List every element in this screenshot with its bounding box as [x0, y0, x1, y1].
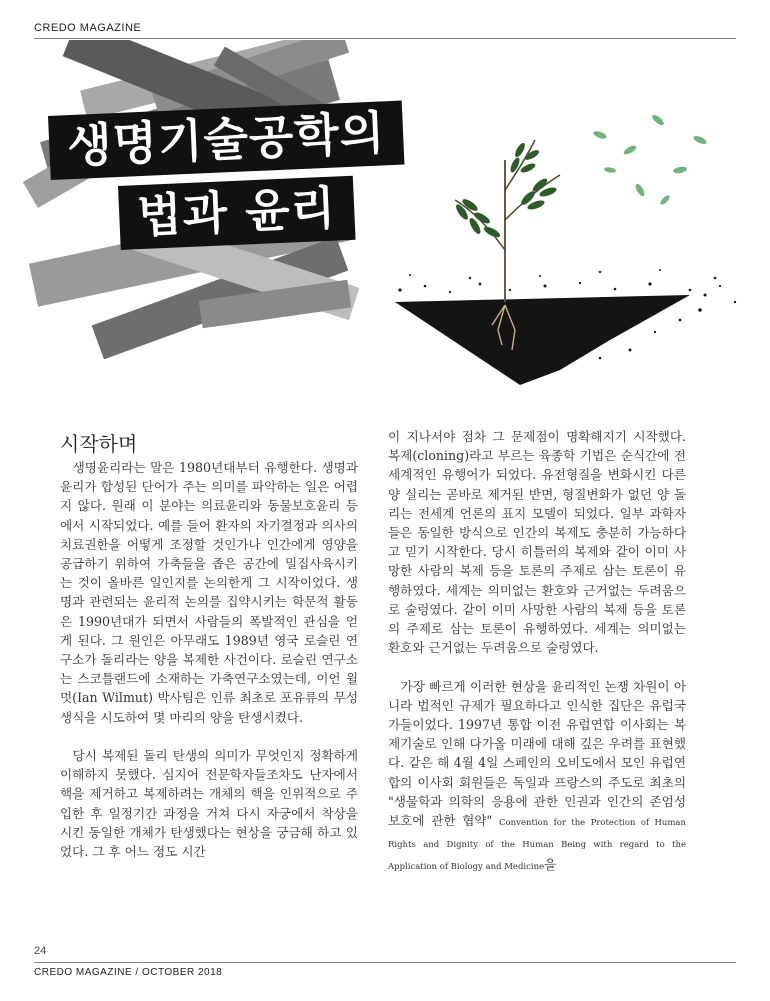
header-divider [34, 38, 736, 39]
magazine-header: CREDO MAGAZINE [34, 22, 142, 34]
footer-divider [34, 962, 736, 963]
section-heading: 시작하며 [60, 432, 138, 456]
convention-english-name: Convention for the Protection of Human Rights and Dignity of the Human Being with regard to the Application of Biology and Medicine [388, 818, 686, 873]
hero-graphic [0, 40, 770, 410]
right-column [388, 427, 686, 878]
article-title-line1: 생명기술공학의 [48, 101, 405, 180]
magazine-footer: CREDO MAGAZINE / OCTOBER 2018 [34, 967, 223, 978]
soil-plant-image [395, 113, 736, 385]
article-title-line2: 법과 윤리 [118, 176, 355, 250]
body-paragraph: 생명윤리라는 말은 1980년대부터 유행한다. 생명과 윤리가 합성된 단어가 주는 의미를 파악하는 일은 어렵지 않다. 원래 이 분야는 의료윤리와 동물보호윤리 등에서 시작되었다. 예를 들어 환자의 자기결정과 의사의 치료권한을 어떻게 조정할 것인가나 인간에게 영양을 공급하기 위하여 가축들을 좁은 공간에 밀집사육시키는 것이 올바른 일인지를 논의한게 그 시작이었다. 생명과 관련되는 윤리적 논의를 집약시키는 학문적 활동은 1990년대가 되면서 사람들의 폭발적인 관심을 얻게 된다. 그 원인은 아무래도 1989년 영국 로슬린 연구소가 돌리라는 양을 복제한 사건이다. 로슬린 연구소는 스코틀랜드에 소재하는 가축연구소였는데, 이언 윌멋(Ian Wilmut) 박사팀은 인류 최초로 포유류의 무성생식을 시도하여 몇 마리의 양을 탄생시켰다. [60, 460, 358, 725]
page-number: 24 [34, 945, 47, 957]
body-paragraph: 이 지나서야 점차 그 문제점이 명확해지기 시작했다. 복제(cloning)라고 부르는 육종학 기법은 순식간에 전세계적인 유행어가 되었다. 유전형질을 변화시킨 다른 양 실리는 곧바로 제거된 반면, 형질변화가 없던 양 돌리는 전세계 언론의 표지 모델이 되었다. 일부 과학자들은 동일한 방식으로 인간의 복제도 충분히 가능하다고 믿기 시작한다. 당시 히틀러의 복제와 같이 이미 사망한 사람의 복제 등을 토론의 주제로 삼는 토론이 유행하였다. 세계는 의미없는 환호와 근거없는 두려움으로 술렁였다. 같이 이미 사망한 사람의 복제 등을 토론의 주제로 삼는 토론이 유행하였다. 세계는 의미없는 환호와 근거없는 두려움으로 술렁였다. [388, 429, 686, 656]
body-paragraph-text: 가장 빠르게 이러한 현상을 윤리적인 논쟁 차원이 아니라 법적인 규제가 필요하다고 인식한 집단은 유럽국가들이었다. 1997년 통합 이전 유럽연합 이사회는 복제기술로 인해 다가올 미래에 대해 깊은 우려를 표현했다. 같은 해 4월 4일 스페인의 오비도에서 모인 유럽연합의 이사회 회원들은 독일과 프랑스의 주도로 최초의 "생물학과 의학의 응용에 관한 인권과 인간의 존엄성 보호에 관한 협약" [388, 678, 686, 829]
left-column [60, 458, 358, 861]
convention-suffix: 을 [544, 857, 557, 873]
body-paragraph [388, 677, 686, 878]
body-paragraph: 당시 복제된 돌리 탄생의 의미가 무엇인지 정확하게 이해하지 못했다. 심지어 전문학자들조차도 난자에서 핵을 제거하고 복제하려는 개체의 핵을 인위적으로 주입한 후 일정기간 과정을 거쳐 다시 자궁에서 착상을 시킨 동일한 개체가 탄생했다는 현상을 궁금해 하고 있었다. 그 후 어느 정도 시간 [60, 748, 358, 860]
hero-illustration [0, 40, 770, 410]
